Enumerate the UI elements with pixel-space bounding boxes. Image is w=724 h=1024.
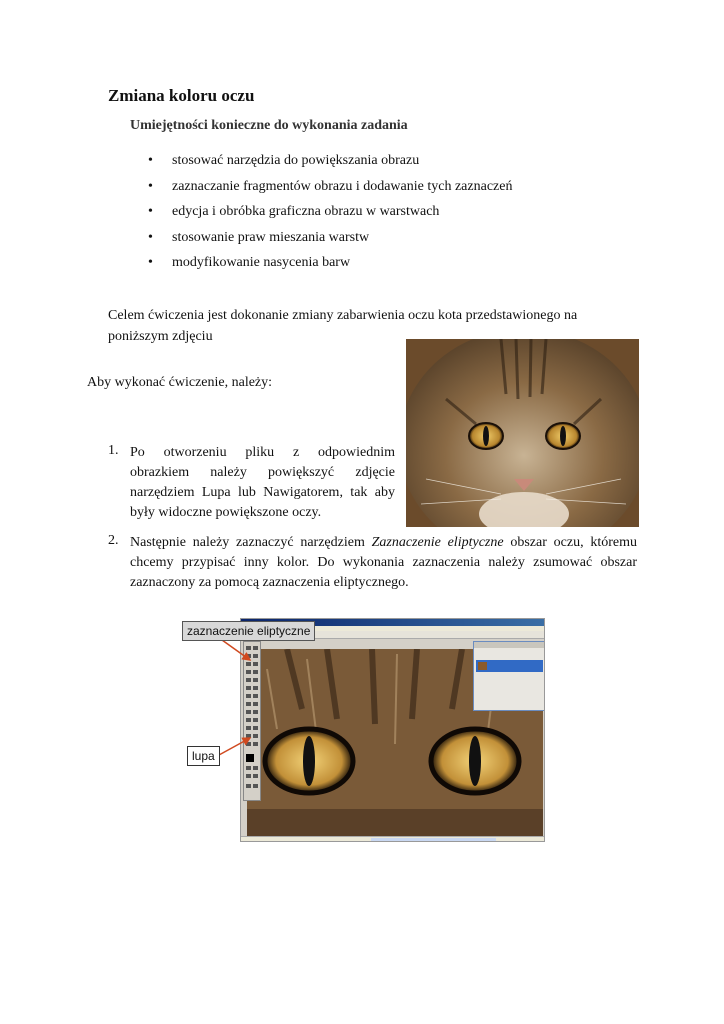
list-item: • stosowanie praw mieszania warstw [148,229,512,255]
cat-photo [406,339,639,527]
step-text: Po otworzeniu pliku z odpowiednim obrazkiem należy powiększyć zdjęcie narzędziem Lupa lub Nawigatorem, tak aby były widoczne powiększone oczy. [130,445,395,520]
callout-zoom-tool: lupa [187,746,220,766]
intro-paragraph: Celem ćwiczenia jest dokonanie zmiany zabarwienia oczu kota przedstawionego na poniższym zdjęciu [108,308,578,344]
list-item: • modyfikowanie nasycenia barw [148,254,512,280]
editor-screenshot [240,618,545,842]
layer-thumbnail [478,662,487,670]
taskbar-strip [371,838,496,842]
page-title: Zmiana koloru oczu [108,86,255,105]
callout-elliptical-marquee: zaznaczenie eliptyczne [182,621,315,641]
step-text [130,533,637,593]
step-text-part: Następnie należy zaznaczyć narzędziem [130,535,372,550]
layers-panel [473,641,545,711]
section-subtitle: Umiejętności konieczne do wykonania zadania [130,118,408,133]
skills-list [148,152,512,280]
tool-name: Zaznaczenie eliptyczne [371,535,504,550]
list-item: • stosować narzędzia do powiększania obrazu [148,152,512,178]
list-item: • zaznaczanie fragmentów obrazu i dodawanie tych zaznaczeń [148,178,512,204]
step-number: 2. [108,533,119,548]
editor-toolbox [243,641,261,801]
step-number: 1. [108,443,119,458]
instructions-lead: Aby wykonać ćwiczenie, należy: [87,375,273,390]
layers-panel-header [474,642,545,648]
step-text-part: obszar oczu, któremu chcemy przypisać inny kolor. Do wykonania zaznaczenia należy zsumować obszar zaznaczony za pomocą zaznaczenia eliptycznego. [130,535,638,590]
list-item: • edycja i obróbka graficzna obrazu w warstwach [148,203,512,229]
